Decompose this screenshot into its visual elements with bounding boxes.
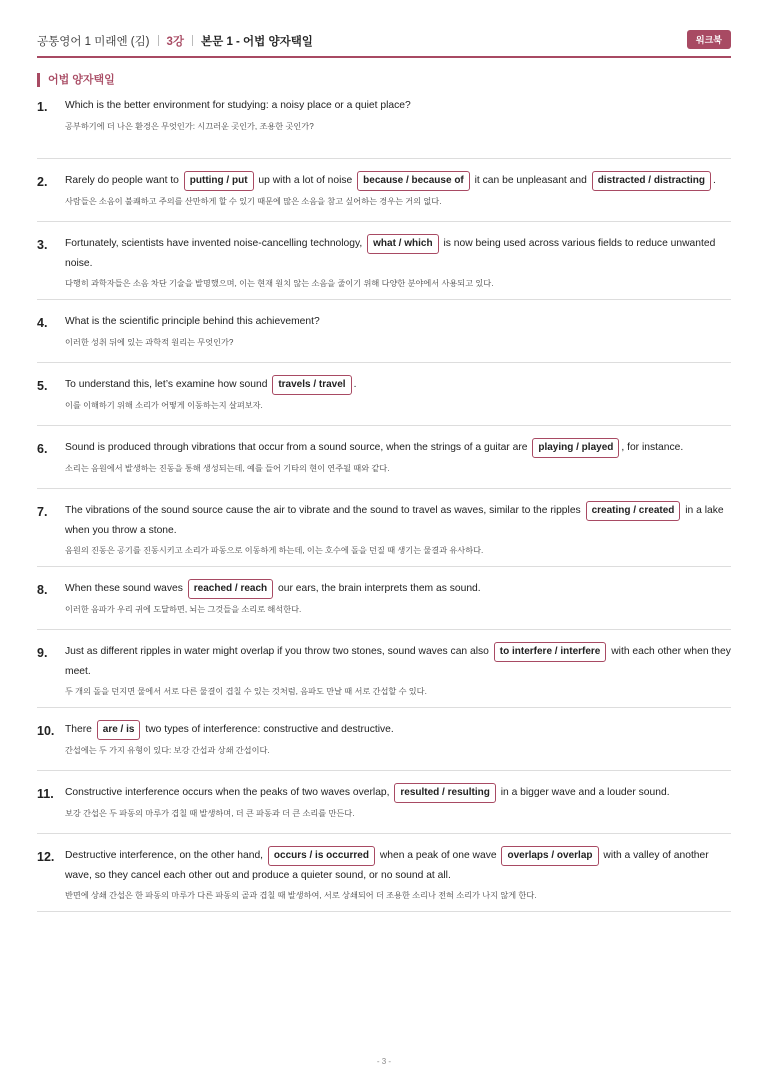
question-number: 7.	[37, 505, 48, 519]
question-number: 2.	[37, 175, 48, 189]
choice-box[interactable]: what / which	[367, 234, 438, 254]
english-sentence	[65, 171, 731, 191]
korean-translation: 음원의 진동은 공기를 진동시키고 소리가 파동으로 이동하게 하는데, 이는 호수에 돌을 던질 때 생기는 물결과 유사하다.	[65, 546, 484, 555]
english-sentence	[65, 96, 731, 115]
question-number: 10.	[37, 724, 55, 738]
choice-box[interactable]: occurs / is occurred	[268, 846, 375, 866]
korean-translation: 다행히 과학자들은 소음 차단 기술을 발명했으며, 이는 현재 원치 않는 소음을 줄이기 위해 다양한 분야에서 사용되고 있다.	[65, 279, 494, 288]
korean-translation: 보강 간섭은 두 파동의 마루가 겹칠 때 발생하며, 더 큰 파동과 더 큰 소리를 만든다.	[65, 809, 355, 818]
sentence-text: What is the scientific principle behind this achievement?	[65, 316, 320, 327]
question-item	[37, 720, 731, 771]
sentence-text: when a peak of one wave	[376, 850, 500, 861]
page-number: - 3 -	[376, 1057, 392, 1066]
sentence-text: in a bigger wave and a louder sound.	[497, 787, 670, 798]
sentence-text: in a lake when you throw a stone.	[65, 505, 724, 536]
choice-box[interactable]: overlaps / overlap	[501, 846, 598, 866]
korean-translation: 소리는 음원에서 발생하는 진동을 통해 생성되는데, 예를 들어 기타의 현이 연주될 때와 같다.	[65, 464, 390, 473]
section-title: 어법 양자택일	[37, 73, 115, 87]
choice-box[interactable]: resulted / resulting	[394, 783, 495, 803]
sentence-text: Just as different ripples in water might overlap if you throw two stones, sound waves can also	[65, 646, 492, 657]
choice-box[interactable]: distracted / distracting	[592, 171, 711, 191]
sentence-text: .	[353, 379, 357, 390]
sentence-text: our ears, the brain interprets them as sound.	[275, 583, 481, 594]
sentence-text: To understand this, let’s examine how sound	[65, 379, 271, 390]
sentence-text: Which is the better environment for studying: a noisy place or a quiet place?	[65, 100, 411, 111]
choice-box[interactable]: because / because of	[357, 171, 470, 191]
question-item	[37, 579, 731, 630]
sentence-text: with each other when they meet.	[65, 646, 731, 677]
choice-box[interactable]: to interfere / interfere	[494, 642, 607, 662]
choice-box[interactable]: creating / created	[586, 501, 681, 521]
sentence-text: Destructive interference, on the other hand,	[65, 850, 266, 861]
sentence-text: is now being used across various fields to reduce unwanted noise.	[65, 238, 716, 269]
korean-translation: 공부하기에 더 나은 환경은 무엇인가: 시끄러운 곳인가, 조용한 곳인가?	[65, 122, 314, 131]
sentence-text: up with a lot of noise	[255, 175, 356, 186]
header-divider	[192, 35, 193, 46]
english-sentence	[65, 438, 731, 458]
header-breadcrumb	[37, 33, 313, 49]
question-list	[37, 96, 731, 912]
sentence-text: The vibrations of the sound source cause the air to vibrate and the sound to travel as waves, similar to the ripples	[65, 505, 584, 516]
choice-box[interactable]: playing / played	[532, 438, 619, 458]
question-item	[37, 783, 731, 834]
question-number: 4.	[37, 316, 48, 330]
english-sentence	[65, 501, 731, 540]
sentence-text: Constructive interference occurs when the peaks of two waves overlap,	[65, 787, 393, 798]
question-item	[37, 846, 731, 912]
sentence-text: .	[712, 175, 716, 186]
header-divider	[158, 35, 159, 46]
sentence-text: with a valley of another wave, so they cancel each other out and produce a quieter sound, or no sound at all.	[65, 850, 709, 881]
korean-translation: 사람들은 소음이 불쾌하고 주의를 산만하게 할 수 있기 때문에 많은 소음을 참고 싶어하는 경우는 거의 없다.	[65, 197, 442, 206]
korean-translation: 이를 이해하기 위해 소리가 어떻게 이동하는지 살펴보자.	[65, 401, 263, 410]
english-sentence	[65, 846, 731, 885]
korean-translation: 두 개의 돌을 던지면 물에서 서로 다른 물결이 겹칠 수 있는 것처럼, 음파도 만날 때 서로 간섭할 수 있다.	[65, 687, 427, 696]
english-sentence	[65, 720, 731, 740]
choice-box[interactable]: reached / reach	[188, 579, 273, 599]
question-number: 6.	[37, 442, 48, 456]
choice-box[interactable]: putting / put	[184, 171, 254, 191]
english-sentence	[65, 579, 731, 599]
choice-box[interactable]: travels / travel	[272, 375, 351, 395]
sentence-text: , for instance.	[621, 442, 684, 453]
english-sentence	[65, 375, 731, 395]
sentence-text: two types of interference: constructive and destructive.	[142, 724, 394, 735]
question-item	[37, 642, 731, 708]
english-sentence	[65, 783, 731, 803]
question-number: 3.	[37, 238, 48, 252]
page-header	[37, 28, 731, 58]
book-title: 공통영어 1 미래엔 (김)	[37, 36, 150, 48]
question-number: 8.	[37, 583, 48, 597]
unit-label: 3강	[166, 36, 185, 48]
question-item	[37, 96, 731, 159]
question-item	[37, 438, 731, 489]
korean-translation: 반면에 상쇄 간섭은 한 파동의 마루가 다른 파동의 골과 겹칠 때 발생하여, 서로 상쇄되어 더 조용한 소리나 전혀 소리가 나지 않게 한다.	[65, 891, 537, 900]
sentence-text: When these sound waves	[65, 583, 186, 594]
korean-translation: 이러한 성취 뒤에 있는 과학적 원리는 무엇인가?	[65, 338, 234, 347]
korean-translation: 간섭에는 두 가지 유형이 있다: 보강 간섭과 상쇄 간섭이다.	[65, 746, 270, 755]
question-number: 12.	[37, 850, 55, 864]
sentence-text: Sound is produced through vibrations that occur from a sound source, when the strings of a guitar are	[65, 442, 531, 453]
english-sentence	[65, 234, 731, 273]
question-item	[37, 312, 731, 363]
question-number: 11.	[37, 787, 54, 801]
korean-translation: 이러한 음파가 우리 귀에 도달하면, 뇌는 그것들을 소리로 해석한다.	[65, 605, 302, 614]
english-sentence	[65, 312, 731, 331]
question-number: 5.	[37, 379, 48, 393]
question-number: 1.	[37, 100, 48, 114]
sentence-text: Rarely do people want to	[65, 175, 182, 186]
choice-box[interactable]: are / is	[97, 720, 141, 740]
sentence-text: it can be unpleasant and	[471, 175, 590, 186]
question-number: 9.	[37, 646, 48, 660]
question-item	[37, 375, 731, 426]
question-item	[37, 234, 731, 300]
page-title: 본문 1 - 어법 양자택일	[201, 36, 313, 48]
question-item	[37, 501, 731, 567]
sentence-text: Fortunately, scientists have invented noise-cancelling technology,	[65, 238, 366, 249]
sentence-text: There	[65, 724, 95, 735]
question-item	[37, 171, 731, 222]
english-sentence	[65, 642, 731, 681]
workbook-badge: 워크북	[687, 30, 731, 49]
